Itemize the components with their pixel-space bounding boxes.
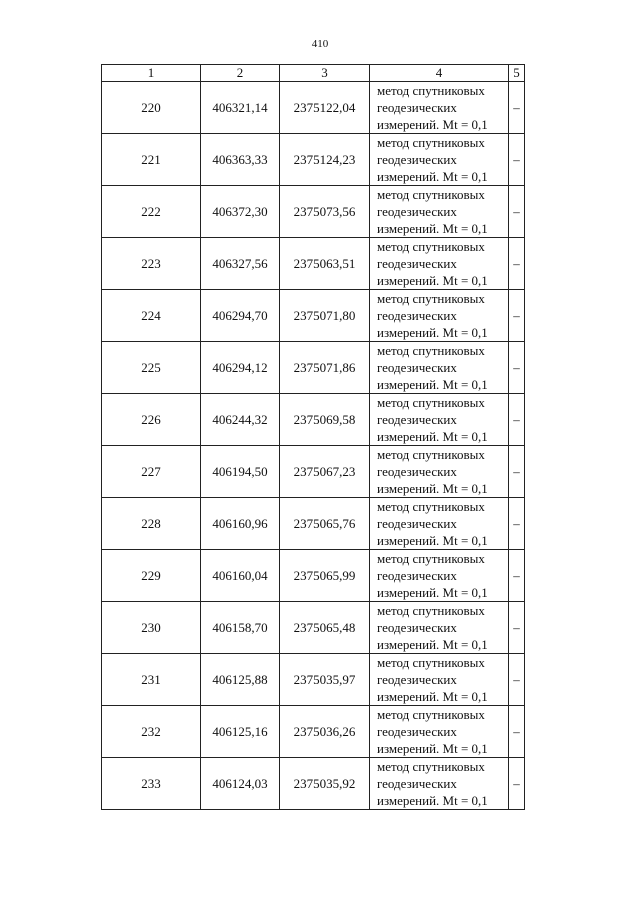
method-line-2: геодезических <box>377 620 457 635</box>
x-coordinate-cell: 406294,12 <box>201 342 280 394</box>
method-line-3: измерений. Mt = 0,1 <box>377 429 488 444</box>
y-coordinate-cell: 2375071,86 <box>280 342 370 394</box>
page-number: 410 <box>311 38 329 50</box>
accuracy-cell: – <box>509 394 525 446</box>
table-row <box>102 498 525 550</box>
method-line-1: метод спутниковых <box>377 447 485 462</box>
x-coordinate-cell: 406125,16 <box>201 706 280 758</box>
method-cell <box>370 602 509 654</box>
point-number-cell: 228 <box>102 498 201 550</box>
method-cell <box>370 706 509 758</box>
point-number-cell: 232 <box>102 706 201 758</box>
method-line-1: метод спутниковых <box>377 187 485 202</box>
point-number-cell: 229 <box>102 550 201 602</box>
method-line-3: измерений. Mt = 0,1 <box>377 793 488 808</box>
accuracy-cell: – <box>509 602 525 654</box>
table-row <box>102 654 525 706</box>
method-line-2: геодезических <box>377 204 457 219</box>
accuracy-cell: – <box>509 498 525 550</box>
method-cell <box>370 758 509 810</box>
y-coordinate-cell: 2375071,80 <box>280 290 370 342</box>
point-number-cell: 230 <box>102 602 201 654</box>
method-line-3: измерений. Mt = 0,1 <box>377 325 488 340</box>
x-coordinate-cell: 406321,14 <box>201 82 280 134</box>
x-coordinate-cell: 406372,30 <box>201 186 280 238</box>
table-row <box>102 186 525 238</box>
table-row <box>102 134 525 186</box>
method-line-2: геодезических <box>377 568 457 583</box>
accuracy-cell: – <box>509 706 525 758</box>
y-coordinate-cell: 2375063,51 <box>280 238 370 290</box>
method-cell <box>370 446 509 498</box>
method-line-3: измерений. Mt = 0,1 <box>377 377 488 392</box>
y-coordinate-cell: 2375124,23 <box>280 134 370 186</box>
x-coordinate-cell: 406124,03 <box>201 758 280 810</box>
method-line-1: метод спутниковых <box>377 343 485 358</box>
method-line-2: геодезических <box>377 256 457 271</box>
method-cell <box>370 290 509 342</box>
x-coordinate-cell: 406194,50 <box>201 446 280 498</box>
table-row <box>102 342 525 394</box>
method-cell <box>370 654 509 706</box>
method-line-3: измерений. Mt = 0,1 <box>377 169 488 184</box>
method-line-2: геодезических <box>377 516 457 531</box>
accuracy-cell: – <box>509 758 525 810</box>
point-number-cell: 220 <box>102 82 201 134</box>
x-coordinate-cell: 406158,70 <box>201 602 280 654</box>
y-coordinate-cell: 2375069,58 <box>280 394 370 446</box>
method-line-3: измерений. Mt = 0,1 <box>377 637 488 652</box>
accuracy-cell: – <box>509 290 525 342</box>
method-cell <box>370 82 509 134</box>
header-col-2: 2 <box>201 65 280 82</box>
x-coordinate-cell: 406160,96 <box>201 498 280 550</box>
point-number-cell: 222 <box>102 186 201 238</box>
accuracy-cell: – <box>509 446 525 498</box>
method-line-3: измерений. Mt = 0,1 <box>377 221 488 236</box>
method-cell <box>370 394 509 446</box>
point-number-cell: 225 <box>102 342 201 394</box>
method-line-2: геодезических <box>377 100 457 115</box>
y-coordinate-cell: 2375122,04 <box>280 82 370 134</box>
method-line-3: измерений. Mt = 0,1 <box>377 273 488 288</box>
method-line-1: метод спутниковых <box>377 239 485 254</box>
y-coordinate-cell: 2375035,92 <box>280 758 370 810</box>
accuracy-cell: – <box>509 238 525 290</box>
method-line-2: геодезических <box>377 360 457 375</box>
table-row <box>102 602 525 654</box>
method-line-2: геодезических <box>377 464 457 479</box>
x-coordinate-cell: 406294,70 <box>201 290 280 342</box>
method-line-1: метод спутниковых <box>377 83 485 98</box>
point-number-cell: 231 <box>102 654 201 706</box>
table-row <box>102 394 525 446</box>
point-number-cell: 227 <box>102 446 201 498</box>
point-number-cell: 223 <box>102 238 201 290</box>
y-coordinate-cell: 2375035,97 <box>280 654 370 706</box>
method-cell <box>370 186 509 238</box>
method-line-1: метод спутниковых <box>377 603 485 618</box>
method-line-1: метод спутниковых <box>377 759 485 774</box>
header-col-3: 3 <box>280 65 370 82</box>
point-number-cell: 224 <box>102 290 201 342</box>
coordinates-table <box>101 64 525 810</box>
y-coordinate-cell: 2375065,76 <box>280 498 370 550</box>
accuracy-cell: – <box>509 186 525 238</box>
method-line-3: измерений. Mt = 0,1 <box>377 741 488 756</box>
table-row <box>102 238 525 290</box>
table-body <box>102 82 525 810</box>
point-number-cell: 233 <box>102 758 201 810</box>
y-coordinate-cell: 2375067,23 <box>280 446 370 498</box>
method-line-1: метод спутниковых <box>377 291 485 306</box>
accuracy-cell: – <box>509 82 525 134</box>
header-col-4: 4 <box>370 65 509 82</box>
method-line-3: измерений. Mt = 0,1 <box>377 533 488 548</box>
header-col-5: 5 <box>509 65 525 82</box>
point-number-cell: 221 <box>102 134 201 186</box>
header-col-1: 1 <box>102 65 201 82</box>
x-coordinate-cell: 406160,04 <box>201 550 280 602</box>
accuracy-cell: – <box>509 342 525 394</box>
method-cell <box>370 550 509 602</box>
table-row <box>102 706 525 758</box>
method-cell <box>370 498 509 550</box>
y-coordinate-cell: 2375036,26 <box>280 706 370 758</box>
header-row <box>102 65 525 82</box>
method-cell <box>370 238 509 290</box>
method-line-2: геодезических <box>377 724 457 739</box>
method-cell <box>370 134 509 186</box>
table-row <box>102 758 525 810</box>
method-line-2: геодезических <box>377 152 457 167</box>
table-header <box>102 65 525 82</box>
table-row <box>102 82 525 134</box>
x-coordinate-cell: 406363,33 <box>201 134 280 186</box>
x-coordinate-cell: 406125,88 <box>201 654 280 706</box>
x-coordinate-cell: 406327,56 <box>201 238 280 290</box>
method-line-1: метод спутниковых <box>377 135 485 150</box>
method-cell <box>370 342 509 394</box>
table-row <box>102 550 525 602</box>
point-number-cell: 226 <box>102 394 201 446</box>
method-line-3: измерений. Mt = 0,1 <box>377 117 488 132</box>
x-coordinate-cell: 406244,32 <box>201 394 280 446</box>
y-coordinate-cell: 2375073,56 <box>280 186 370 238</box>
method-line-1: метод спутниковых <box>377 551 485 566</box>
method-line-3: измерений. Mt = 0,1 <box>377 481 488 496</box>
y-coordinate-cell: 2375065,99 <box>280 550 370 602</box>
method-line-1: метод спутниковых <box>377 395 485 410</box>
accuracy-cell: – <box>509 134 525 186</box>
method-line-3: измерений. Mt = 0,1 <box>377 585 488 600</box>
y-coordinate-cell: 2375065,48 <box>280 602 370 654</box>
method-line-1: метод спутниковых <box>377 655 485 670</box>
method-line-2: геодезических <box>377 412 457 427</box>
table-row <box>102 290 525 342</box>
method-line-2: геодезических <box>377 776 457 791</box>
method-line-2: геодезических <box>377 672 457 687</box>
method-line-1: метод спутниковых <box>377 707 485 722</box>
accuracy-cell: – <box>509 550 525 602</box>
method-line-1: метод спутниковых <box>377 499 485 514</box>
method-line-2: геодезических <box>377 308 457 323</box>
accuracy-cell: – <box>509 654 525 706</box>
method-line-3: измерений. Mt = 0,1 <box>377 689 488 704</box>
table-row <box>102 446 525 498</box>
